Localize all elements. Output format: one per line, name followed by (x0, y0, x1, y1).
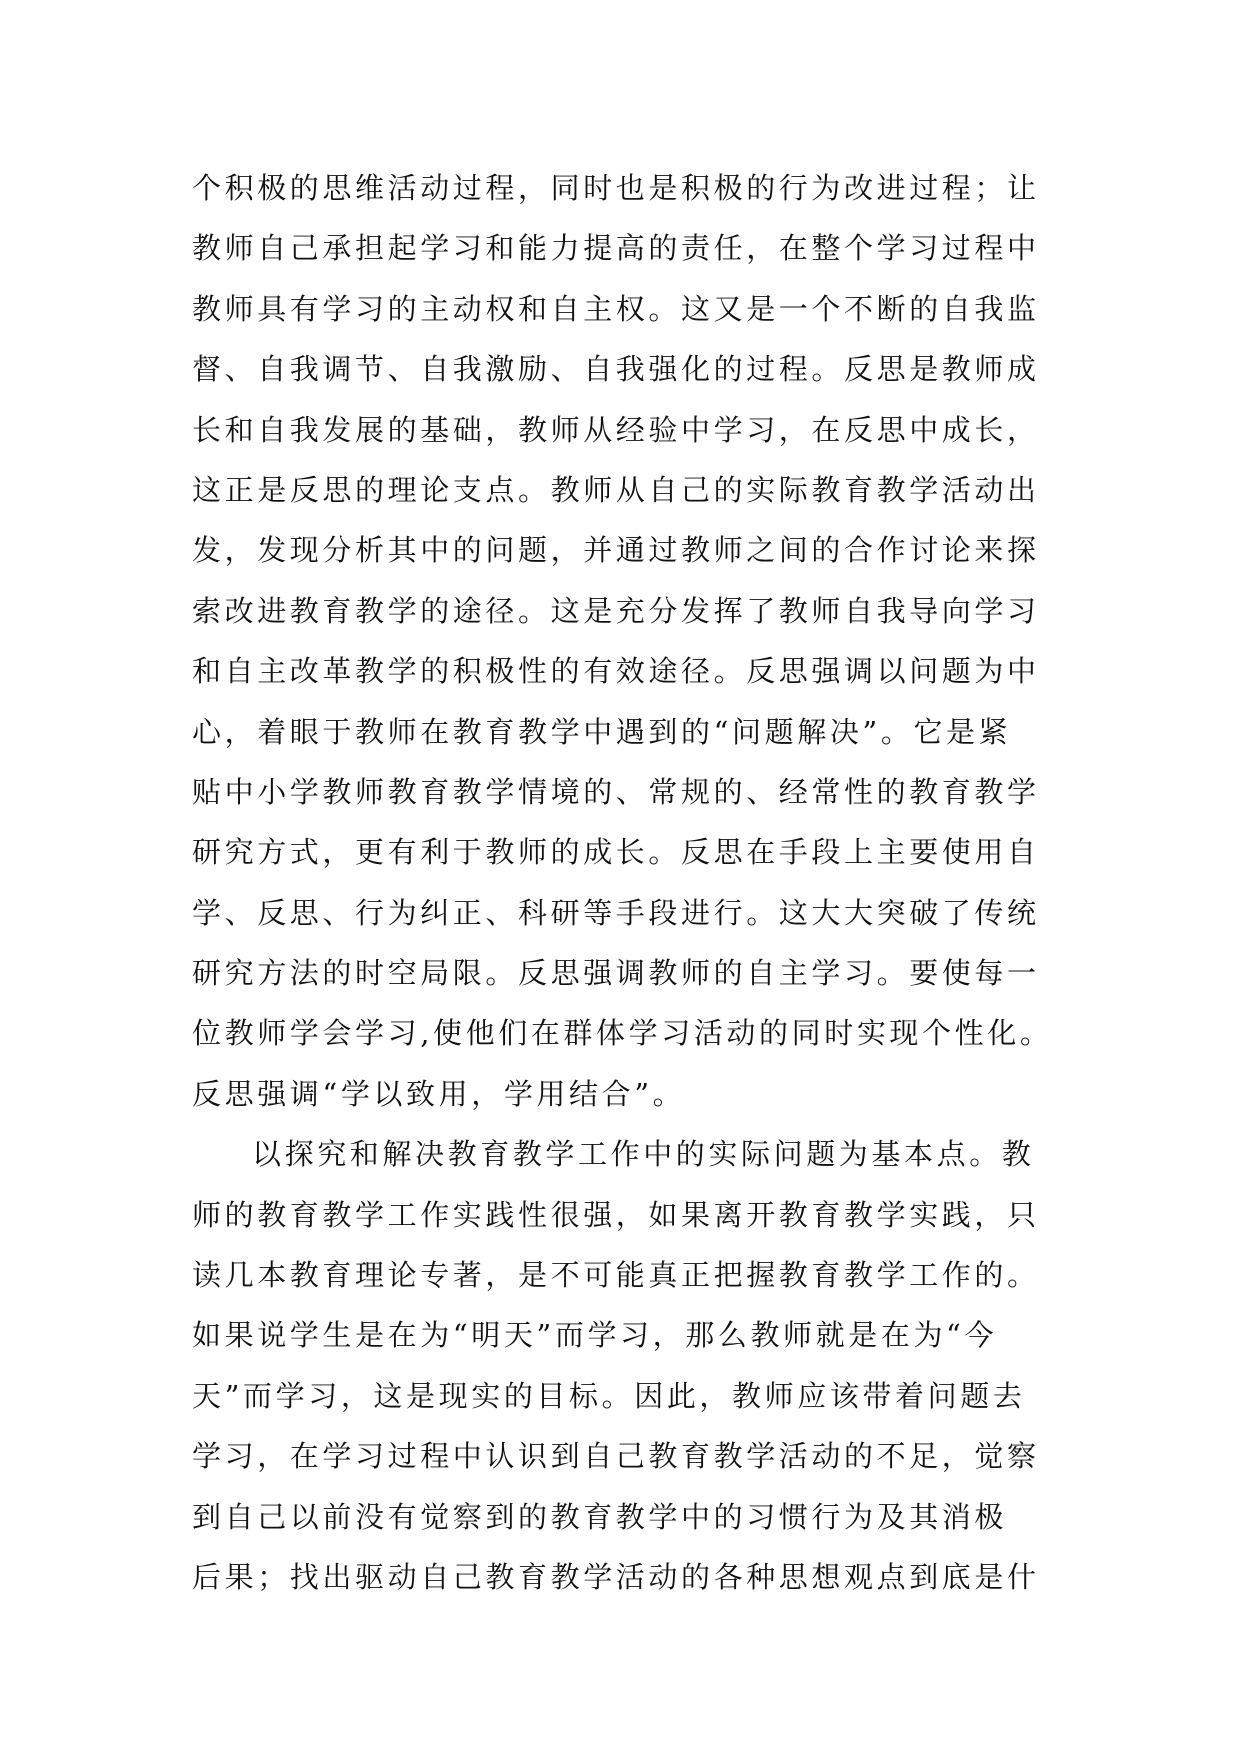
text-line-4: 督、自我调节、自我激励、自我强化的过程。反思是教师成 (192, 352, 1040, 387)
paragraph-start-line: 以探究和解决教育教学工作中的实际问题为基本点。教 (252, 1137, 1035, 1172)
text-line-5: 长和自我发展的基础，教师从经验中学习，在反思中成长， (192, 412, 1040, 447)
text-line-16: 反思强调“学以致用，学用结合”。 (192, 1076, 686, 1111)
text-line-11: 贴中小学教师教育教学情境的、常规的、经常性的教育教学 (192, 774, 1040, 809)
text-line-7: 发，发现分析其中的问题，并通过教师之间的合作讨论来探 (192, 533, 1040, 568)
text-line-21: 天”而学习，这是现实的目标。因此，教师应该带着问题去 (192, 1378, 1026, 1413)
text-line-19: 读几本教育理论专著，是不可能真正把握教育教学工作的。 (192, 1258, 1040, 1293)
text-line-3: 教师具有学习的主动权和自主权。这又是一个不断的自我监 (192, 291, 1040, 326)
text-line-18: 师的教育教学工作实践性很强，如果离开教育教学实践，只 (192, 1197, 1040, 1232)
text-line-13: 学、反思、行为纠正、科研等手段进行。这大大突破了传统 (192, 895, 1040, 930)
text-line-2: 教师自己承担起学习和能力提高的责任，在整个学习过程中 (192, 231, 1040, 266)
text-line-9: 和自主改革教学的积极性的有效途径。反思强调以问题为中 (192, 654, 1040, 689)
text-line-8: 索改进教育教学的途径。这是充分发挥了教师自我导向学习 (192, 593, 1040, 628)
text-line-23: 到自己以前没有觉察到的教育教学中的习惯行为及其消极 (192, 1499, 1008, 1534)
text-line-24: 后果；找出驱动自己教育教学活动的各种思想观点到底是什 (192, 1559, 1040, 1594)
body-text (192, 158, 1072, 1607)
text-line-15: 位教师学会学习,使他们在群体学习活动的同时实现个性化。 (192, 1016, 1053, 1051)
text-line-6: 这正是反思的理论支点。教师从自己的实际教育教学活动出 (192, 472, 1040, 507)
text-line-22: 学习，在学习过程中认识到自己教育教学活动的不足，觉察 (192, 1439, 1040, 1474)
text-line-12: 研究方式，更有利于教师的成长。反思在手段上主要使用自 (192, 835, 1040, 870)
text-line-20: 如果说学生是在为“明天”而学习，那么教师就是在为“今 (192, 1318, 998, 1353)
text-line-14: 研究方法的时空局限。反思强调教师的自主学习。要使每一 (192, 956, 1040, 991)
text-line-10: 心，着眼于教师在教育教学中遇到的“问题解决”。它是紧 (192, 714, 1012, 749)
text-line-1: 个积极的思维活动过程，同时也是积极的行为改进过程；让 (192, 171, 1040, 205)
